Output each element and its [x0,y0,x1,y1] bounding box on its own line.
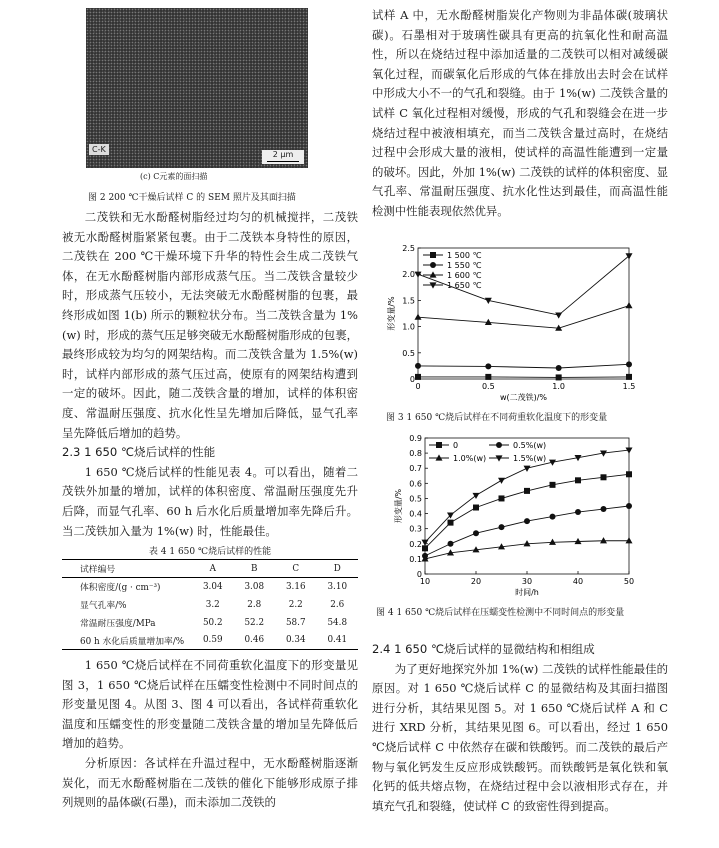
data-point [499,524,505,530]
table-cell: 3.08 [244,581,265,592]
paragraph: 1 650 ℃烧后试样的性能见表 4。可以看出，随着二茂铁外加量的增加，试样的体积密度、常温耐压强度先升后降，而显气孔率、60 h 后水化后质量增加率先降后升。当二茂铁加入量为 1%(w) 时，性能最佳。 [62,464,358,538]
legend-label: 1 500 ℃ [447,251,482,260]
table-cell: 2.6 [330,599,345,610]
fig4-chart [375,432,655,604]
data-point [575,509,581,515]
right-column-lower [372,640,668,816]
data-point [555,312,562,318]
paragraph: 试样 A 中，无水酚醛树脂炭化产物则为非晶体碳(玻璃状碳)。石墨相对于玻璃性碳具有更高的抗氧化性和耐高温性，所以在烧结过程中添加适量的二茂铁可以相对减缓碳氧化过程，而碳氧化后形成的气体在排放出去时会在试样中形成大小不一的气孔和裂缝。由于 1%(w) 二茂铁含量的试样 C 氧化过程相对缓慢，形成的气孔和裂缝会在进一步烧结过程中被液相填充，而当二茂铁含量过高时，在烧结过程中会形成大量的液相，使试样的高温性能遭到一定量的破坏。因此，外加 1%(w) 二茂铁的试样的体积密度、显气孔率、常温耐压强度、抗水化性达到最佳，而高温性能检测中性能表现依然优异。 [372,8,668,218]
table-cell: 显气孔率/% [80,601,127,612]
x-tick-label: 40 [572,577,584,586]
table-header: B [234,560,276,578]
table-cell: 3.2 [205,599,220,610]
x-tick-label: 0.5 [481,382,495,391]
paragraph: 1 650 ℃烧后试样在不同荷重软化温度下的形变量见图 3，1 650 ℃烧后试样在压蠕变性检测中不同时间点的形变量见图 4。从图 3、图 4 可以看出，各试样荷重软化温度和压蠕变性的形变量随二茂铁含量的增加呈先降低后增加的趋势。 [62,658,358,751]
data-point [626,537,633,543]
paragraph: 为了更好地探究外加 1%(w) 二茂铁的试样性能最佳的原因。对 1 650 ℃烧后试样 C 的显微结构及其面扫描图进行分析，其结果见图 5。对 1 650 ℃烧后试样 A 和 C 进行 XRD 分析，其结果见图 6。可以看出，经过 1 650 ℃烧后试样 C 中依然存在碳和铁酸钙。而二茂铁的最后产物与氧化钙发生反应形成铁酸钙。而铁酸钙是氧化铁和氧化钙的低共熔点物，在烧结过程中会以液相形式存在，并填充气孔和裂缝，使试样 C 的致密性得到提高。 [372,661,668,813]
series-line [418,306,629,329]
legend-marker [430,271,437,277]
data-point [626,503,632,509]
legend-label: 1 550 ℃ [447,261,482,270]
y-tick-label: 0.1 [409,554,422,564]
table-cell: 3.04 [202,581,223,592]
data-point [499,495,505,501]
table-cell: 0.34 [275,632,317,650]
sem-subcaption: (c) C元素的面扫描 [140,172,208,181]
legend-marker [430,252,436,258]
table-cell: 0.46 [234,632,276,650]
y-tick-label: 0.9 [409,434,422,443]
table-row [62,614,358,632]
data-point [556,365,562,371]
table-row [62,596,358,614]
table-cell: 54.8 [327,617,348,628]
y-tick-label: 0.6 [409,479,422,489]
y-tick-label: 0.5 [402,348,415,358]
data-point [473,493,480,499]
y-tick-label: 0.8 [409,449,422,459]
element-tag: C-K [89,144,109,155]
data-point [556,374,562,380]
y-tick-label: 0 [416,570,422,579]
legend-label: 1 600 ℃ [447,271,482,280]
x-tick-label: 20 [470,577,482,586]
table-header: A [192,560,234,578]
table-cell: 60 h 水化后质量增加率/% [62,632,192,650]
table-header: C [275,560,317,578]
legend-label: 1 650 ℃ [447,281,482,290]
data-point [575,477,581,483]
section-heading-2-3: 2.3 1 650 ℃烧后试样的性能 [62,445,216,460]
y-tick-label: 0.7 [409,464,422,474]
table-row [62,578,358,596]
fig3-caption: 图 3 1 650 ℃烧后试样在不同荷重软化温度下的形变量 [386,413,608,423]
data-point [415,374,421,380]
left-column [62,208,358,813]
scale-label: 2 μm [272,150,294,159]
data-point [415,314,422,320]
x-tick-label: 1.0 [552,382,566,391]
x-axis-label: 时间/h [515,588,539,597]
series-line [425,506,629,556]
data-point [601,474,607,480]
sem-image [86,8,308,168]
data-point [473,505,479,511]
paragraph: 分析原因：各试样在升温过程中，无水酚醛树脂逐渐炭化，而无水酚醛树脂在二茂铁的催化下能够形成原子排列规则的晶体碳(石墨)，而未添加二茂铁的 [62,756,358,810]
series-line [418,364,629,368]
data-point [524,518,530,524]
table-header: D [317,560,359,578]
legend-label: 1.5%(w) [513,454,547,463]
y-tick-label: 2.0 [402,270,415,280]
y-tick-label: 0.5 [409,494,422,504]
table-cell: 2.8 [247,599,262,610]
data-point [601,506,607,512]
x-axis-label: w(二茂铁)/% [499,393,548,402]
y-axis-label: 形变量/% [387,296,396,331]
data-point [473,530,479,536]
data-point [448,520,454,526]
table-cell: 0.59 [192,632,234,650]
data-point [626,471,632,477]
x-tick-label: 30 [521,577,533,586]
y-tick-label: 0.3 [409,524,422,534]
table-header-row [62,560,358,578]
table-header: 试样编号 [62,560,192,578]
x-tick-label: 50 [623,577,635,586]
data-point [626,253,633,259]
right-column [372,6,668,222]
table-cell: 3.10 [327,581,348,592]
data-point [626,361,632,367]
data-point [600,537,607,543]
scale-bar [262,150,304,164]
x-tick-label: 1.5 [622,382,636,391]
legend-marker [436,442,442,448]
y-tick-label: 0.4 [409,509,422,519]
legend-marker [496,442,502,448]
table-caption: 表 4 1 650 ℃烧后试样的性能 [148,547,272,558]
table-cell: 3.16 [285,581,306,592]
legend-label: 0.5%(w) [513,441,547,450]
y-axis-label: 形变量/% [394,488,403,524]
legend-marker [430,282,437,288]
table-cell: 体积密度/(g · cm⁻³) [80,583,161,594]
table-4 [62,559,358,650]
section-heading-2-4: 2.4 1 650 ℃烧后试样的显微结构和相组成 [372,642,595,656]
table-cell: 0.41 [317,632,359,650]
paragraph: 二茂铁和无水酚醛树脂经过均匀的机械搅拌，二茂铁被无水酚醛树脂紧紧包裹。由于二茂铁本身特性的原因，二茂铁在 200 ℃干燥环境下升华的特性会生成二茂铁气体，在无水酚醛树脂内部形成蒸气压。当二茂铁含量较少时，形成蒸气压较小，无法突破无水酚醛树脂的包裹，最终形成如图 1(b) 所示的颗粒状分布。当二茂铁含量为 1%(w) 时，形成的蒸气压足够突破无水酚醛树脂形成的包裹，最终形成较为均匀的网架结构。而二茂铁含量为 1.5%(w) 时，试样内部形成的蒸气压过高，使原有的网架结构遭到一定的破坏。因此，随二茂铁含量的增加，试样的体积密度、常温耐压强度、抗水化性呈先增加后降低，显气孔率呈先降低后增加的趋势。 [62,210,358,440]
fig4-caption: 图 4 1 650 ℃烧后试样在压蠕变性检测中不同时间点的形变量 [376,608,625,618]
table-cell: 58.7 [285,617,306,628]
data-point [626,374,632,380]
data-point [498,478,505,484]
table-cell: 常温耐压强度/MPa [80,619,156,630]
x-tick-label: 10 [419,577,431,586]
table-row [62,632,358,650]
data-point [422,545,428,551]
data-point [415,363,421,369]
y-tick-label: 0.2 [409,539,422,549]
legend-marker [436,454,443,460]
data-point [550,482,556,488]
data-point [524,466,531,472]
legend-marker [430,262,436,268]
fig2-caption: 图 2 200 ℃干燥后试样 C 的 SEM 照片及其面扫描 [88,193,296,203]
legend-marker [496,455,503,461]
table-cell: 50.2 [202,617,223,628]
y-tick-label: 0 [409,375,415,384]
data-point [485,374,491,380]
fig3-chart [375,242,655,402]
data-point [422,540,429,546]
table-cell: 2.2 [288,599,303,610]
y-tick-label: 1.5 [402,296,415,306]
legend-label: 1.0%(w) [453,454,487,463]
data-point [448,541,454,547]
y-tick-label: 1.0 [402,322,415,332]
x-tick-label: 0 [415,382,421,391]
y-tick-label: 2.5 [402,244,415,253]
data-point [524,488,530,494]
legend-label: 0 [453,441,459,450]
data-point [550,514,556,520]
data-point [485,363,491,369]
series-line [418,377,629,378]
table-cell: 52.2 [244,617,265,628]
data-point [626,302,633,308]
series-line [425,450,629,542]
